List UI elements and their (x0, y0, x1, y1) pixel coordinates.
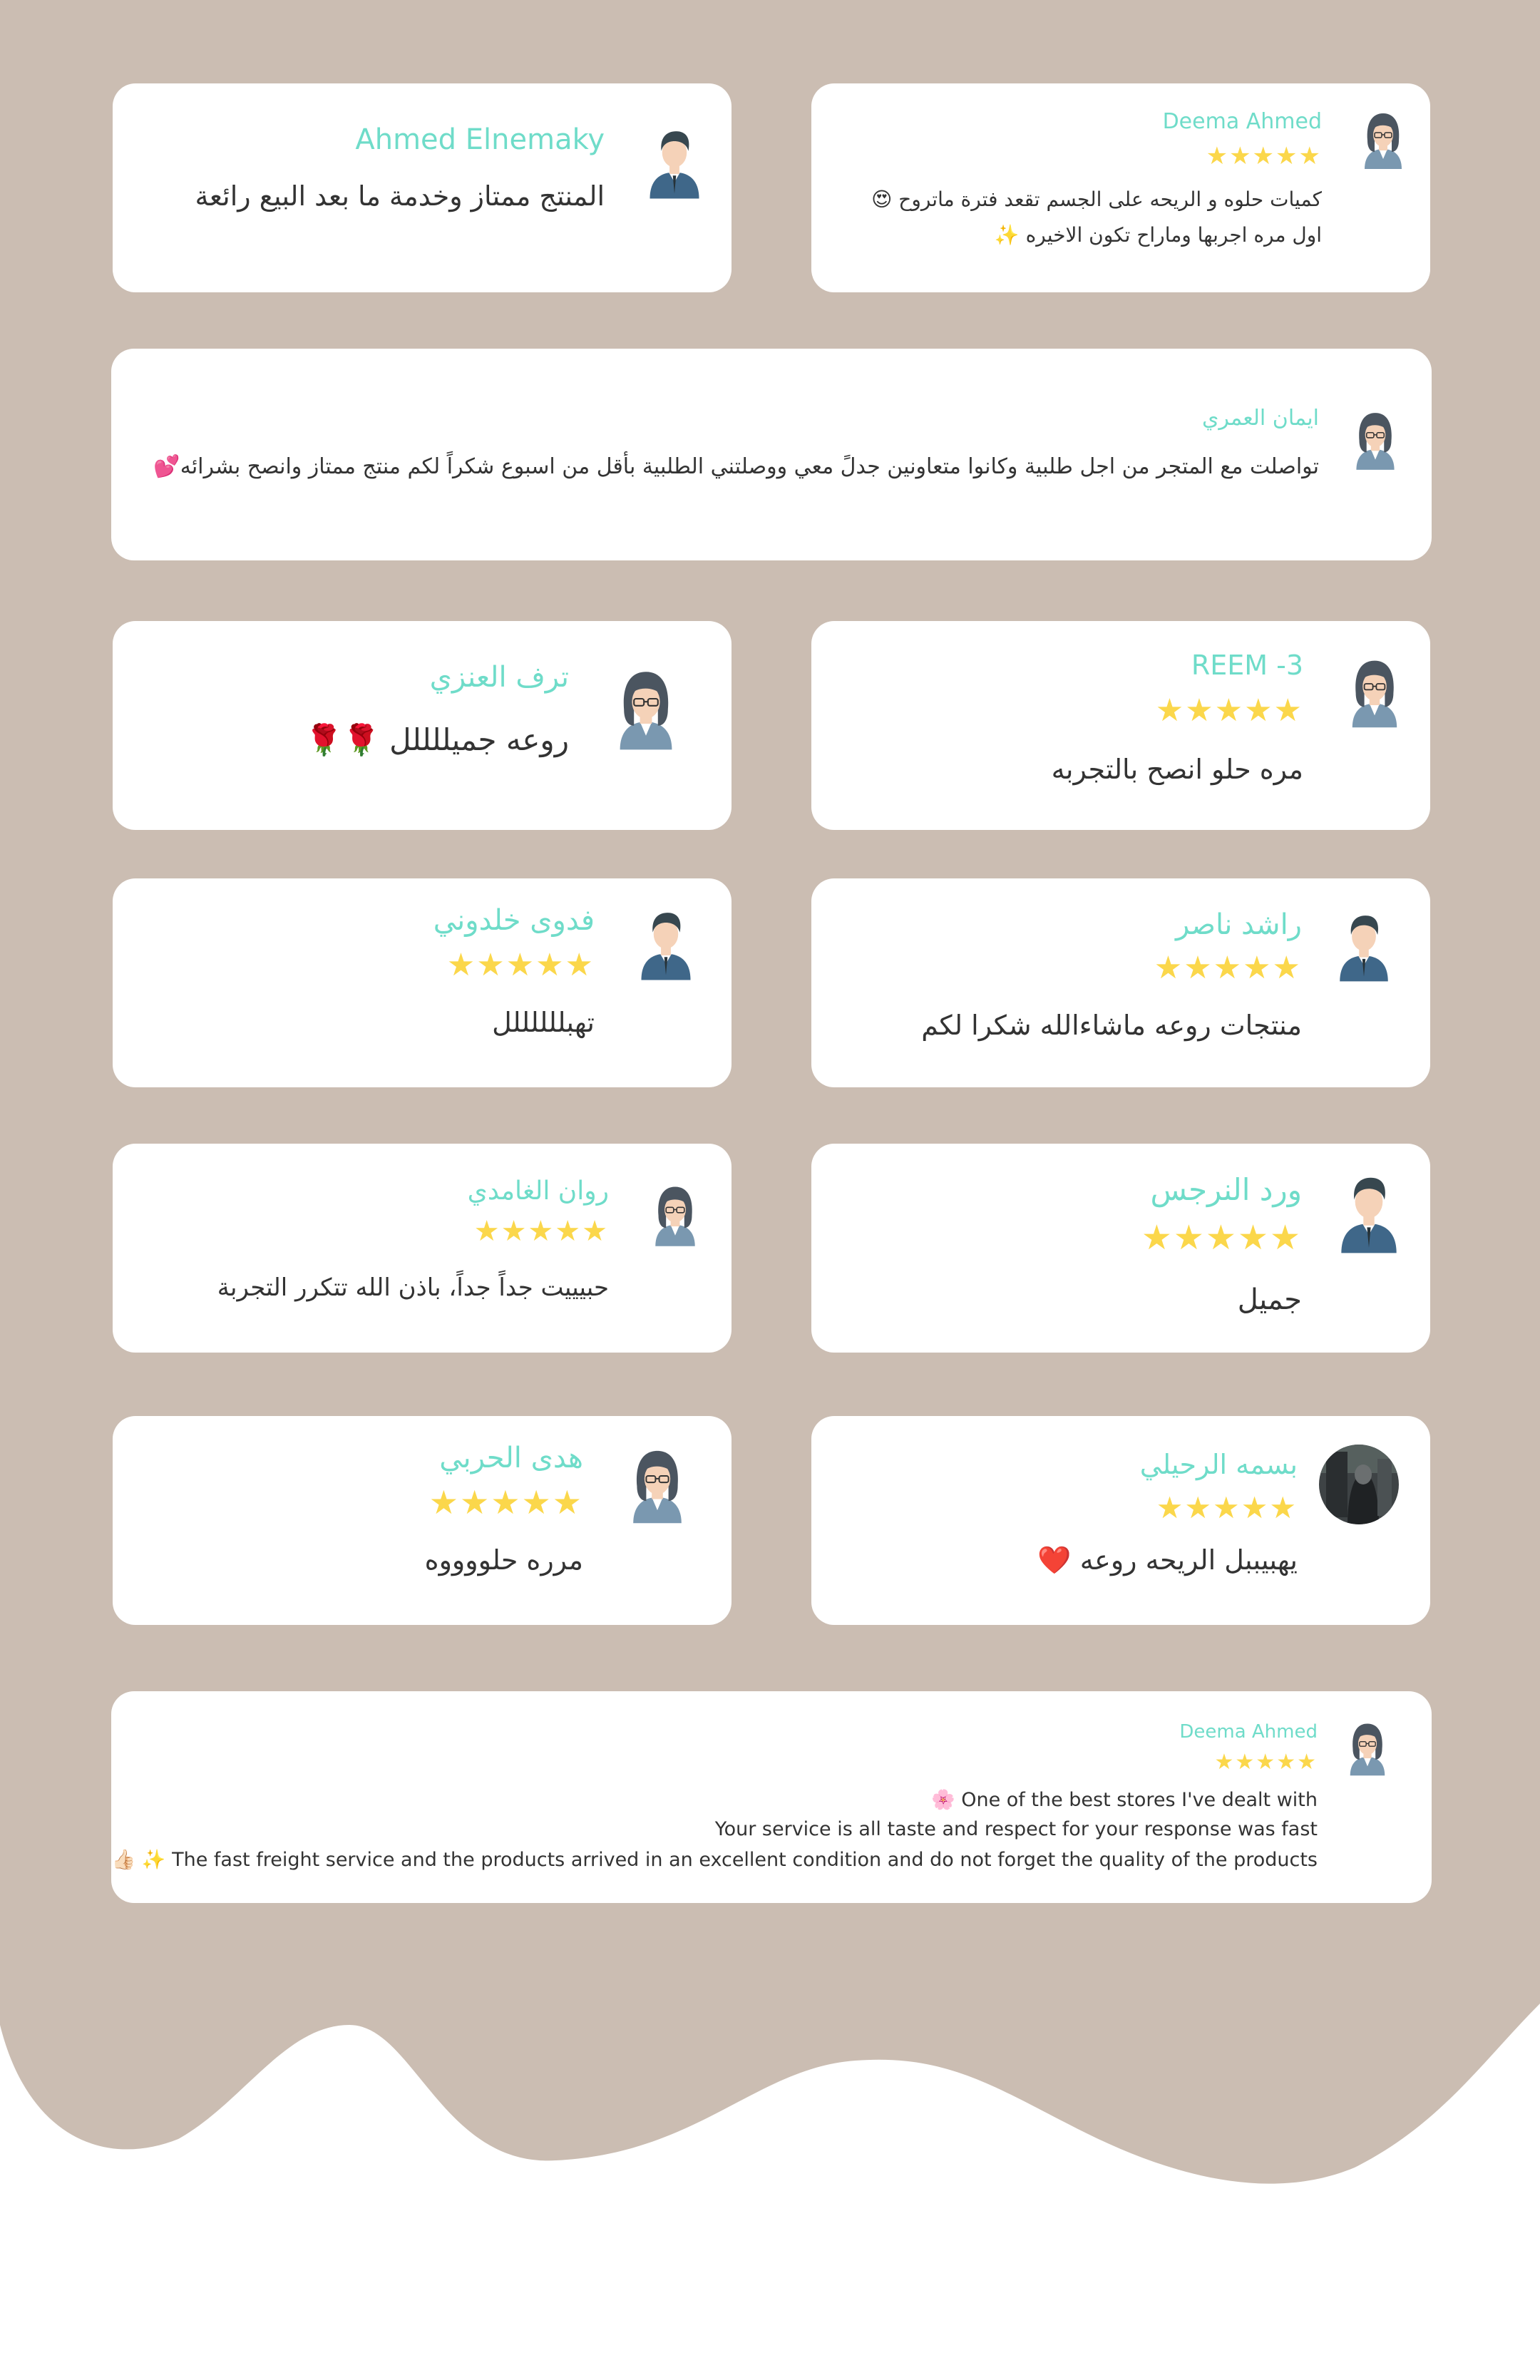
review-text-line: روعه جميللللل 🌹🌹 (305, 722, 569, 757)
review-card (113, 1144, 732, 1353)
review-card (113, 83, 732, 292)
male-avatar-icon (1332, 1172, 1406, 1255)
review-text-line: اول مره اجربها وماراح تكون الاخيره ✨ (994, 223, 1322, 247)
reviewer-name: Ahmed Elnemaky (355, 123, 605, 156)
reviewer-name: روان الغامدي (467, 1176, 609, 1206)
reviewer-name: Deema Ahmed (1162, 109, 1322, 134)
female-avatar-icon (1346, 407, 1405, 473)
rating-stars: ★★★★★ (1141, 1218, 1302, 1258)
review-card (111, 349, 1432, 560)
reviewer-name: REEM -3 (1191, 650, 1303, 681)
reviewer-name: Deema Ahmed (1179, 1721, 1318, 1743)
rating-stars: ★★★★★ (473, 1215, 609, 1248)
review-card (811, 83, 1430, 292)
male-avatar-icon (642, 126, 707, 200)
review-text-line: مرره حلووووه (424, 1544, 583, 1576)
review-text-line: جميل (1237, 1283, 1302, 1316)
review-card (113, 621, 732, 830)
reviewer-name: فدوى خلدوني (433, 904, 595, 937)
male-avatar-icon (1332, 910, 1396, 984)
female-avatar-icon (620, 1443, 694, 1527)
review-card (811, 1416, 1430, 1625)
reviewer-name: ايمان العمري (1201, 406, 1319, 431)
photo-avatar (1319, 1445, 1399, 1524)
review-card (811, 621, 1430, 830)
review-text-line: Your service is all taste and respect for your response was fast (714, 1818, 1318, 1840)
review-card (811, 878, 1430, 1087)
review-card (111, 1691, 1432, 1903)
review-card (113, 1416, 732, 1625)
review-text-line: تهبللللللل (492, 1007, 595, 1038)
rating-stars: ★★★★★ (1155, 692, 1303, 729)
male-avatar-icon (633, 907, 699, 983)
review-text-line: كميات حلوه و الريحه على الجسم تقعد فترة ماتروح 😍 (871, 188, 1322, 211)
female-avatar-icon (1355, 108, 1412, 172)
review-text-line: 🌸 One of the best stores I've dealt with (931, 1789, 1318, 1811)
reviewer-name: بسمه الرحيلي (1139, 1449, 1298, 1480)
review-text-line: منتجات روعه ماشاءالله شكرا لكم (921, 1010, 1302, 1041)
rating-stars: ★★★★★ (1154, 950, 1302, 986)
reviewer-name: ورد النرجس (1150, 1172, 1302, 1207)
rating-stars: ★★★★★ (1214, 1750, 1318, 1775)
review-text-line: المنتج ممتاز وخدمة ما بعد البيع رائعة (195, 180, 605, 212)
review-card (113, 878, 732, 1087)
female-avatar-icon (606, 664, 686, 754)
review-text-line: مره حلو انصح بالتجربه (1051, 754, 1303, 785)
rating-stars: ★★★★★ (428, 1483, 583, 1522)
female-avatar-icon (645, 1181, 706, 1249)
rating-stars: ★★★★★ (1206, 142, 1322, 170)
review-text-line: تواصلت مع المتجر من اجل طلبية وكانوا متعاونين جدلً معي ووصلتني الطلبية بأقل من اسبوع شكراً لكم منتج ممتاز وانصح بشرائه💕 (153, 454, 1319, 479)
review-text-line: يهبيببل الريحه روعه ❤️ (1037, 1544, 1298, 1576)
rating-stars: ★★★★★ (446, 947, 595, 983)
reviewer-name: راشد ناصر (1175, 908, 1302, 941)
reviewer-name: ترف العنزي (429, 661, 569, 694)
female-avatar-icon (1340, 1718, 1395, 1778)
female-avatar-icon (1340, 654, 1409, 731)
review-text-line: 👍🏻 ✨ The fast freight service and the products arrived in an excellent condition and do not forget the quality of the products (111, 1849, 1318, 1871)
review-text-line: حبيييت جداً جداً، باذن الله تتكرر التجربة (217, 1273, 609, 1302)
reviewer-name: هدى الحربي (439, 1442, 583, 1474)
rating-stars: ★★★★★ (1156, 1490, 1298, 1525)
review-card (811, 1144, 1430, 1353)
